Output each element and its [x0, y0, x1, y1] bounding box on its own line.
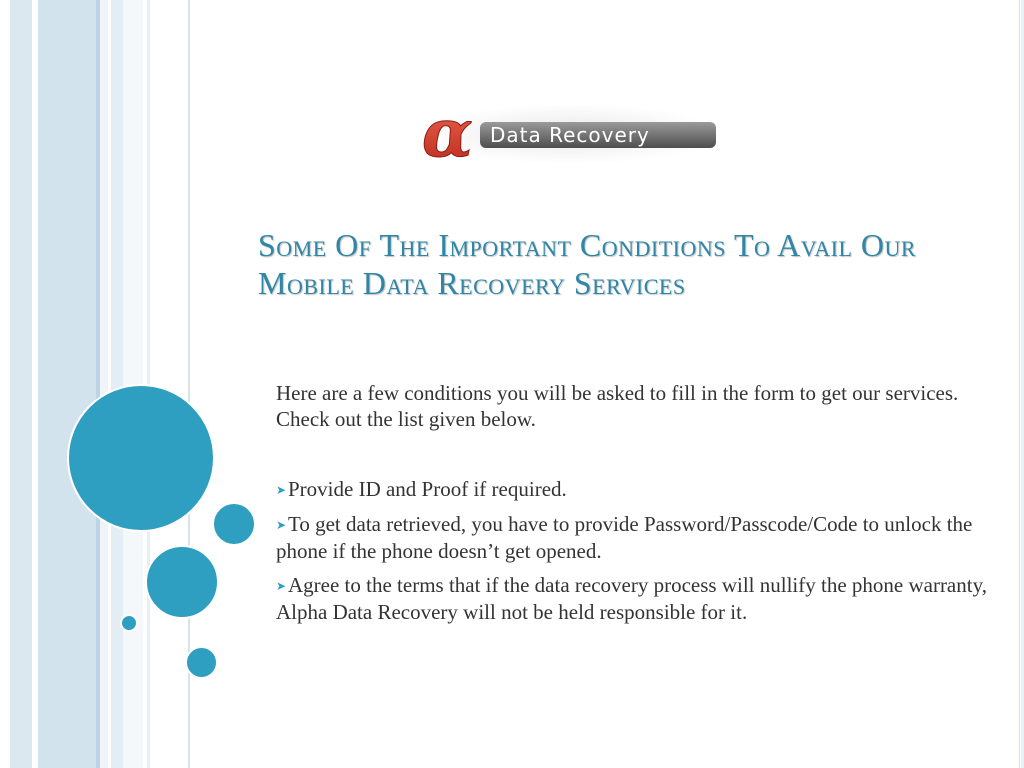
decor-right-line [1019, 0, 1020, 768]
arrow-bullet-icon: ➤ [276, 518, 287, 532]
logo-alpha-mark: α [422, 100, 473, 168]
arrow-bullet-icon: ➤ [276, 579, 287, 593]
intro-paragraph: Here are a few conditions you will be asked to fill in the form to get our services. Check out the list given below. [276, 381, 959, 431]
decor-stripe [0, 0, 10, 768]
list-item [276, 476, 996, 503]
alpha-data-recovery-logo [418, 100, 722, 168]
decor-stripe [100, 0, 108, 768]
slide-body [276, 380, 996, 633]
decor-circle-medium [145, 545, 219, 619]
decor-stripe [38, 0, 96, 768]
slide-title: Some Of The Important Conditions To Avail Our Mobile Data Recovery Services [258, 227, 917, 301]
decor-circle-small [212, 502, 256, 546]
list-item [276, 511, 996, 564]
list-item-text: To get data retrieved, you have to provide Password/Passcode/Code to unlock the phone if the phone doesn’t get opened. [276, 512, 973, 563]
decor-circle-small [185, 646, 218, 679]
decor-stripe [111, 0, 123, 768]
decor-circle-large [67, 384, 215, 532]
list-item [276, 572, 996, 625]
arrow-bullet-icon: ➤ [276, 483, 287, 497]
list-item-text: Provide ID and Proof if required. [288, 477, 567, 501]
logo-text: Data Recovery [490, 123, 650, 147]
list-item-text: Agree to the terms that if the data recovery process will nullify the phone warranty, Alpha Data Recovery will not be held responsible for it. [276, 573, 987, 624]
decor-circle-tiny [120, 614, 138, 632]
decor-stripe [10, 0, 32, 768]
